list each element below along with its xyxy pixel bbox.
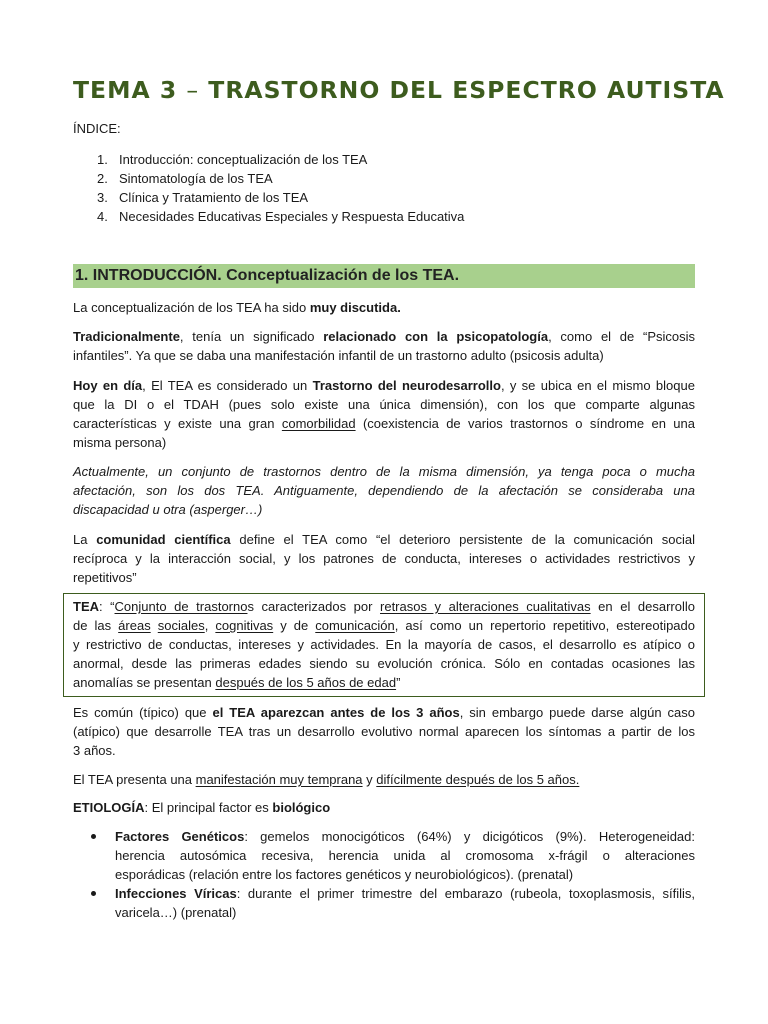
index-item: 4. Necesidades Educativas Especiales y Respuesta Educativa (97, 209, 465, 224)
etiology-list (73, 827, 695, 922)
list-item: Infecciones Víricas: durante el primer trimestre del embarazo (rubeola, toxoplasmosis, sífilis, varicela…) (prenatal) (73, 884, 695, 922)
list-item: Factores Genéticos: gemelos monocigóticos (64%) y dicigóticos (9%). Heterogeneidad: herencia autosómica recesiva, herencia unida al cromosoma x-frágil o alteraciones esporádicas (relación entre los factores genéticos y neurobiológicos). (prenatal) (73, 827, 695, 884)
paragraph-manifestation: El TEA presenta una manifestación muy temprana y difícilmente después de los 5 años. (73, 772, 580, 787)
paragraph-today: Hoy en día, El TEA es considerado un Trastorno del neurodesarrollo, y se ubica en el mismo bloque que la DI o el TDAH (pues solo existe una única dimensión), con los que comparte algunas características y existe una gran comorbilidad (coexistencia de varios trastornos o síndrome en una misma persona) (73, 378, 695, 450)
index-item: 1. Introducción: conceptualización de los TEA (97, 152, 368, 167)
index-item: 2. Sintomatología de los TEA (97, 171, 273, 186)
page-title: TEMA 3 – TRASTORNO DEL ESPECTRO AUTISTA (73, 76, 725, 104)
index-label: ÍNDICE: (73, 121, 121, 136)
paragraph-traditional: Tradicionalmente, tenía un significado relacionado con la psicopatología, como el de “Psicosis infantiles”. Ya que se daba una manifestación infantil de un trastorno adulto (psicosis adulta) (73, 329, 695, 363)
tea-definition-text: TEA: “Conjunto de trastornos caracterizados por retrasos y alteraciones cualitativas en el desarrollo de las áreas sociales, cognitivas y de comunicación, así como un repertorio repetitivo, estereotipado y restrictivo de conductas, intereses y actividades. En la mayoría de casos, el desarrollo es atípico o anormal, desde las primeras edades siendo su evolución crónica. Sólo en contadas ocasiones las anomalías se presentan después de los 5 años de edad” (73, 599, 696, 690)
bullet-icon (91, 891, 96, 896)
paragraph-scientific-community: La comunidad científica define el TEA como “el deterioro persistente de la comunicación social recíproca y la interacción social, y los patrones de conducta, intereses o actividades restrictivos y repetitivos” (73, 532, 695, 585)
paragraph-currently: Actualmente, un conjunto de trastornos dentro de la misma dimensión, ya tenga poca o mucha afectación, son los dos TEA. Antiguamente, dependiendo de la afectación se consideraba una discapacidad u otra (asperger…) (73, 464, 695, 517)
paragraph-onset: Es común (típico) que el TEA aparezcan antes de los 3 años, sin embargo puede darse algún caso (atípico) que desarrolle TEA tras un desarrollo evolutivo normal aparecen los síntomas a partir de los 3 años. (73, 705, 695, 758)
index-list (73, 151, 695, 227)
paragraph-etiology: ETIOLOGÍA: El principal factor es biológico (73, 800, 331, 815)
section-heading: 1. INTRODUCCIÓN. Conceptualización de los TEA. (73, 264, 695, 288)
bullet-icon (91, 834, 96, 839)
paragraph-discussion: La conceptualización de los TEA ha sido muy discutida. (73, 300, 401, 315)
index-item: 3. Clínica y Tratamiento de los TEA (97, 190, 309, 205)
